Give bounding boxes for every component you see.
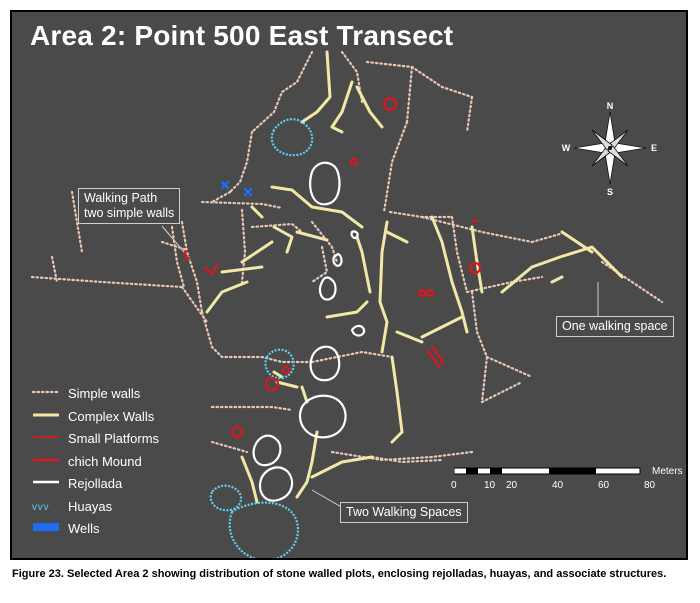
callout-two-walking-spaces: Two Walking Spaces [340, 502, 468, 523]
callout-one-walking-space: One walking space [556, 316, 674, 337]
map-title: Area 2: Point 500 East Transect [30, 20, 454, 51]
figure-caption: Figure 23. Selected Area 2 showing distribution of stone walled plots, enclosing rejolladas, huayas, and associate structures. [12, 568, 667, 580]
legend-label: Small Platforms [68, 431, 160, 446]
scale-tick-label: 60 [598, 480, 610, 491]
rejolladas [254, 163, 364, 501]
compass-s-label: S [606, 187, 614, 197]
scale-tick-label: 40 [552, 480, 564, 491]
complex-walls [207, 52, 622, 502]
compass-rose-icon [562, 101, 657, 197]
legend-label: Rejollada [68, 476, 123, 491]
compass-e-label: E [650, 143, 658, 153]
legend-label: Complex Walls [68, 408, 155, 424]
simple-walls-swatch-icon [32, 386, 60, 398]
scale-bar-graphic [454, 466, 654, 480]
rejollada-swatch-icon [32, 476, 60, 488]
map-canvas [12, 12, 686, 558]
scale-tick-label: 80 [644, 480, 656, 491]
scale-unit-label: Meters [652, 466, 683, 477]
callout-walking-path-line2: two simple walls [84, 206, 175, 220]
callout-walking-path-line1: Walking Path [84, 191, 158, 205]
huayas-swatch-icon: v v v [32, 501, 48, 513]
chich-mound-swatch-icon [32, 454, 60, 466]
scale-bar [451, 466, 683, 496]
compass-n-label: N [606, 101, 614, 111]
complex-walls-swatch-icon [32, 409, 60, 421]
legend-label: Wells [68, 521, 100, 536]
small-platforms-swatch-icon [32, 431, 60, 443]
legend-label: chich Mound [68, 453, 142, 469]
scale-tick-label: 20 [506, 480, 518, 491]
platforms-and-mounds [184, 98, 480, 437]
wells-swatch-icon [32, 521, 60, 533]
legend-label: Simple walls [68, 386, 141, 401]
compass-w-label: W [561, 143, 571, 153]
scale-tick-label: 0 [451, 480, 457, 491]
map-frame [10, 10, 688, 560]
callout-walking-path [78, 188, 180, 224]
scale-tick-label: 10 [484, 480, 496, 491]
legend-label: Huayas [68, 498, 113, 514]
